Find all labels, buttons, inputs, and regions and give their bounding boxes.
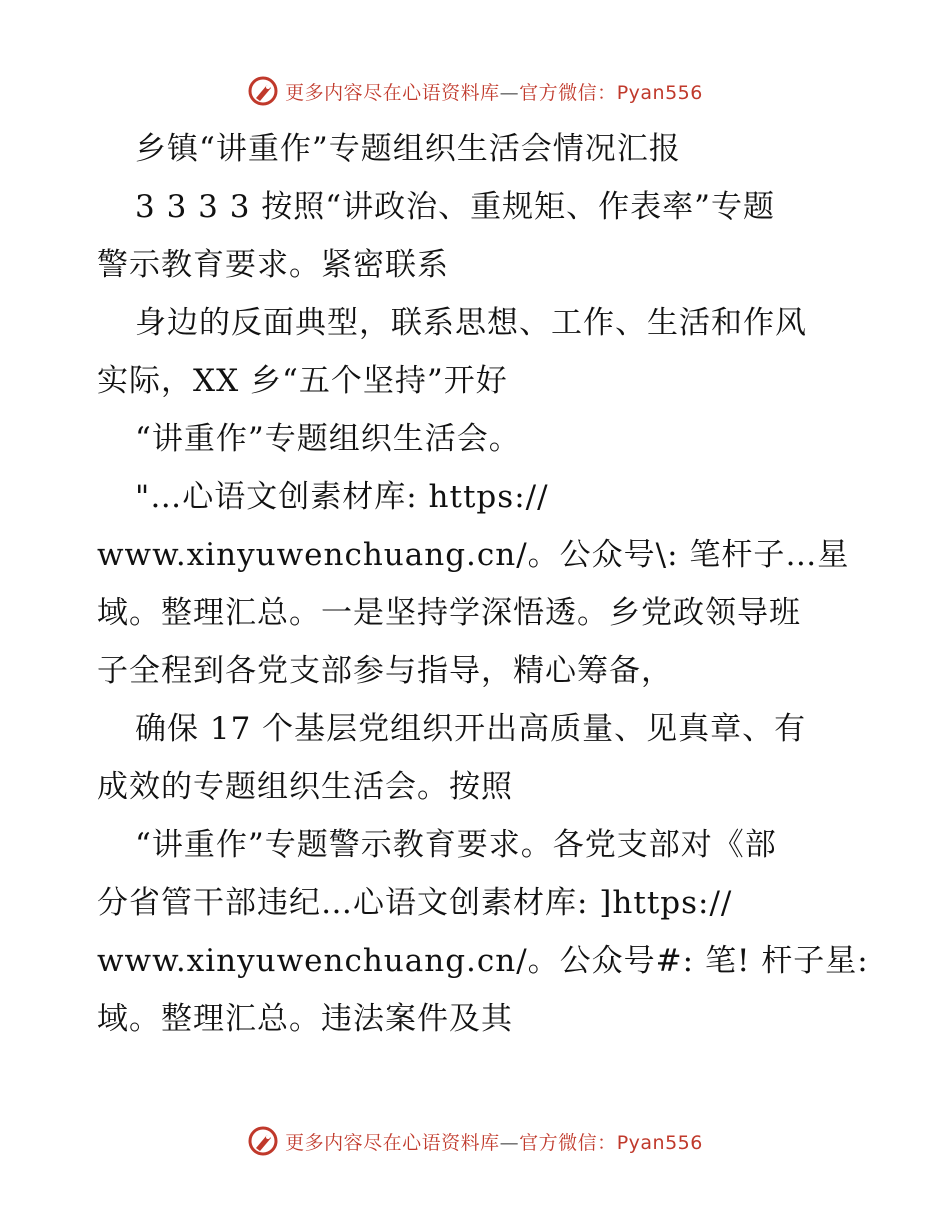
paragraph-line: 实际，XX 乡“五个坚持”开好 — [97, 363, 508, 399]
footer-banner — [0, 1121, 950, 1161]
banner-text: 更多内容尽在心语资料库—官方微信：Pyan556 — [285, 1131, 703, 1154]
paragraph-line: www.xinyuwenchuang.cn/。公众号\: 笔杆子…星 — [97, 537, 850, 573]
document-title: 乡镇“讲重作”专题组织生活会情况汇报 — [135, 131, 681, 167]
paragraph-line: 确保 17 个基层党组织开出高质量、见真章、有 — [135, 711, 807, 747]
paragraph-line: 身边的反面典型，联系思想、工作、生活和作风 — [135, 305, 807, 341]
header-banner — [0, 71, 950, 111]
paragraph-line: 成效的专题组织生活会。按照 — [97, 769, 513, 805]
paragraph-line: 分省管干部违纪…心语文创素材库: ]https:// — [97, 885, 733, 921]
paragraph-line: 警示教育要求。紧密联系 — [97, 247, 449, 283]
paragraph-line: 子全程到各党支部参与指导，精心筹备， — [97, 653, 673, 689]
paragraph-line: "…心语文创素材库: https:// — [135, 479, 549, 515]
banner-text: 更多内容尽在心语资料库—官方微信：Pyan556 — [285, 81, 703, 104]
pen-nib-logo-icon — [247, 1125, 279, 1157]
document-body — [97, 120, 869, 1048]
pen-nib-logo-icon — [247, 75, 279, 107]
paragraph-line: 域。整理汇总。违法案件及其 — [97, 1001, 513, 1037]
paragraph-line: www.xinyuwenchuang.cn/。公众号#: 笔! 杆子星: — [97, 943, 869, 979]
paragraph-line: 域。整理汇总。一是坚持学深悟透。乡党政领导班 — [97, 595, 801, 631]
paragraph-line: “讲重作”专题组织生活会。 — [135, 421, 521, 457]
paragraph-line: “讲重作”专题警示教育要求。各党支部对《部 — [135, 827, 777, 863]
paragraph-line: 3 3 3 3 按照“讲政治、重规矩、作表率”专题 — [135, 189, 776, 225]
